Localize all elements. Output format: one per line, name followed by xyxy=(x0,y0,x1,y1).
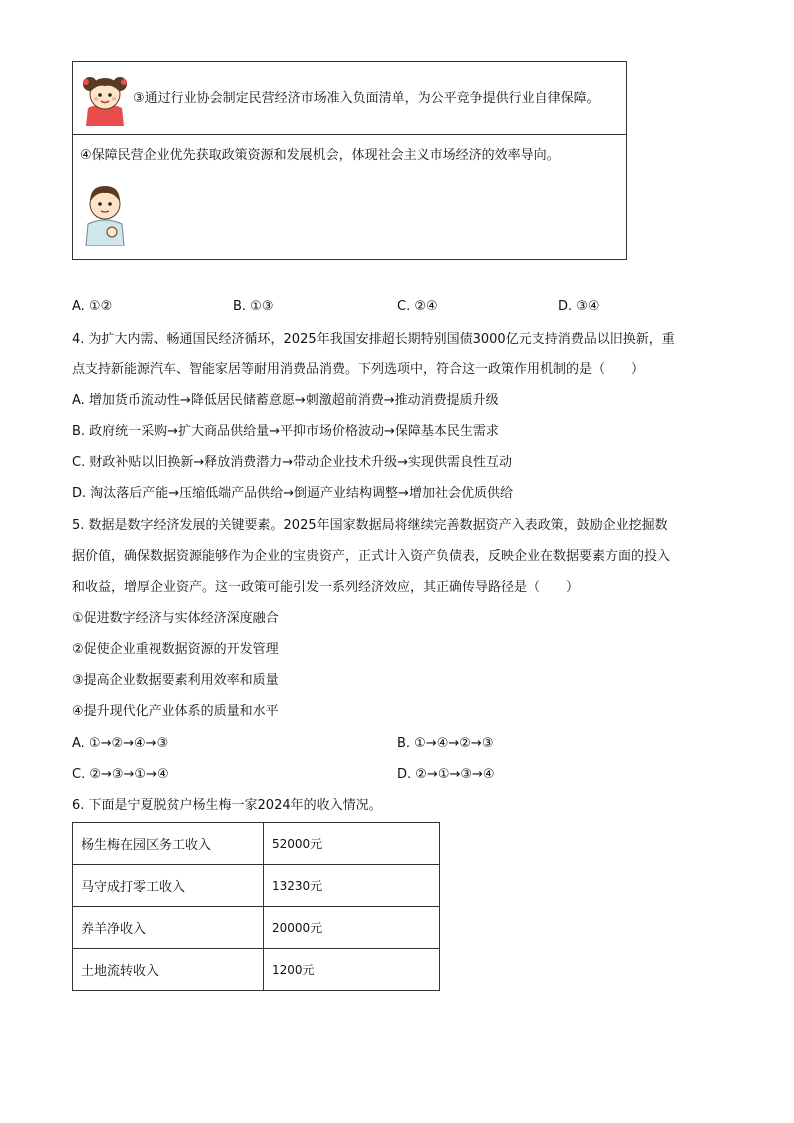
q5-item-1: ①促进数字经济与实体经济深度融合 xyxy=(72,611,279,626)
q5-item-4: ④提升现代化产业体系的质量和水平 xyxy=(72,704,279,719)
income-table xyxy=(72,822,440,991)
panel-divider xyxy=(72,134,627,135)
q5-item-2: ②促使企业重视数据资源的开发管理 xyxy=(72,642,279,657)
q4-stem-line2: 点支持新能源汽车、智能家居等耐用消费品消费。下列选项中，符合这一政策作用机制的是（ ） xyxy=(72,362,645,377)
q4-option-b: B. 政府统一采购→扩大商品供给量→平抑市场价格波动→保障基本民生需求 xyxy=(72,424,499,439)
q4-option-d: D. 淘汰落后产能→压缩低端产品供给→倒逼产业结构调整→增加社会优质供给 xyxy=(72,486,513,501)
q3-option-d: D. ③④ xyxy=(558,299,600,314)
q4-stem-line1: 4. 为扩大内需、畅通国民经济循环，2025年我国安排超长期特别国债3000亿元支持消费品以旧换新，重 xyxy=(72,332,675,347)
girl-cartoon-icon xyxy=(80,70,130,126)
boy-cartoon-icon xyxy=(84,180,126,246)
income-amount: 13230元 xyxy=(264,865,440,907)
q5-stem-line1: 5. 数据是数字经济发展的关键要素。2025年国家数据局将继续完善数据资产入表政策，鼓励企业挖掘数 xyxy=(72,518,668,533)
q6-stem: 6. 下面是宁夏脱贫户杨生梅一家2024年的收入情况。 xyxy=(72,798,382,813)
income-item: 养羊净收入 xyxy=(73,907,264,949)
income-amount: 1200元 xyxy=(264,949,440,991)
statement-3: ③通过行业协会制定民营经济市场准入负面清单，为公平竞争提供行业自律保障。 xyxy=(133,91,600,106)
q5-stem-line3: 和收益，增厚企业资产。这一政策可能引发一系列经济效应，其正确传导路径是（ ） xyxy=(72,580,580,595)
q3-option-c: C. ②④ xyxy=(397,299,438,314)
table-row xyxy=(73,949,440,991)
q4-option-a: A. 增加货币流动性→降低居民储蓄意愿→刺激超前消费→推动消费提质升级 xyxy=(72,393,499,408)
income-amount: 52000元 xyxy=(264,823,440,865)
statement-4: ④保障民营企业优先获取政策资源和发展机会，体现社会主义市场经济的效率导向。 xyxy=(80,148,560,163)
table-row xyxy=(73,907,440,949)
q5-item-3: ③提高企业数据要素利用效率和质量 xyxy=(72,673,279,688)
income-item: 土地流转收入 xyxy=(73,949,264,991)
income-amount: 20000元 xyxy=(264,907,440,949)
q5-option-b: B. ①→④→②→③ xyxy=(397,736,494,751)
q4-option-c: C. 财政补贴以旧换新→释放消费潜力→带动企业技术升级→实现供需良性互动 xyxy=(72,455,513,470)
q3-option-b: B. ①③ xyxy=(233,299,274,314)
q5-option-c: C. ②→③→①→④ xyxy=(72,767,169,782)
q3-option-a: A. ①② xyxy=(72,299,113,314)
table-row xyxy=(73,823,440,865)
table-row xyxy=(73,865,440,907)
q5-option-d: D. ②→①→③→④ xyxy=(397,767,495,782)
income-item: 马守成打零工收入 xyxy=(73,865,264,907)
income-item: 杨生梅在园区务工收入 xyxy=(73,823,264,865)
q5-option-a: A. ①→②→④→③ xyxy=(72,736,169,751)
q5-stem-line2: 据价值，确保数据资源能够作为企业的宝贵资产，正式计入资产负债表，反映企业在数据要素方面的投入 xyxy=(72,549,671,564)
